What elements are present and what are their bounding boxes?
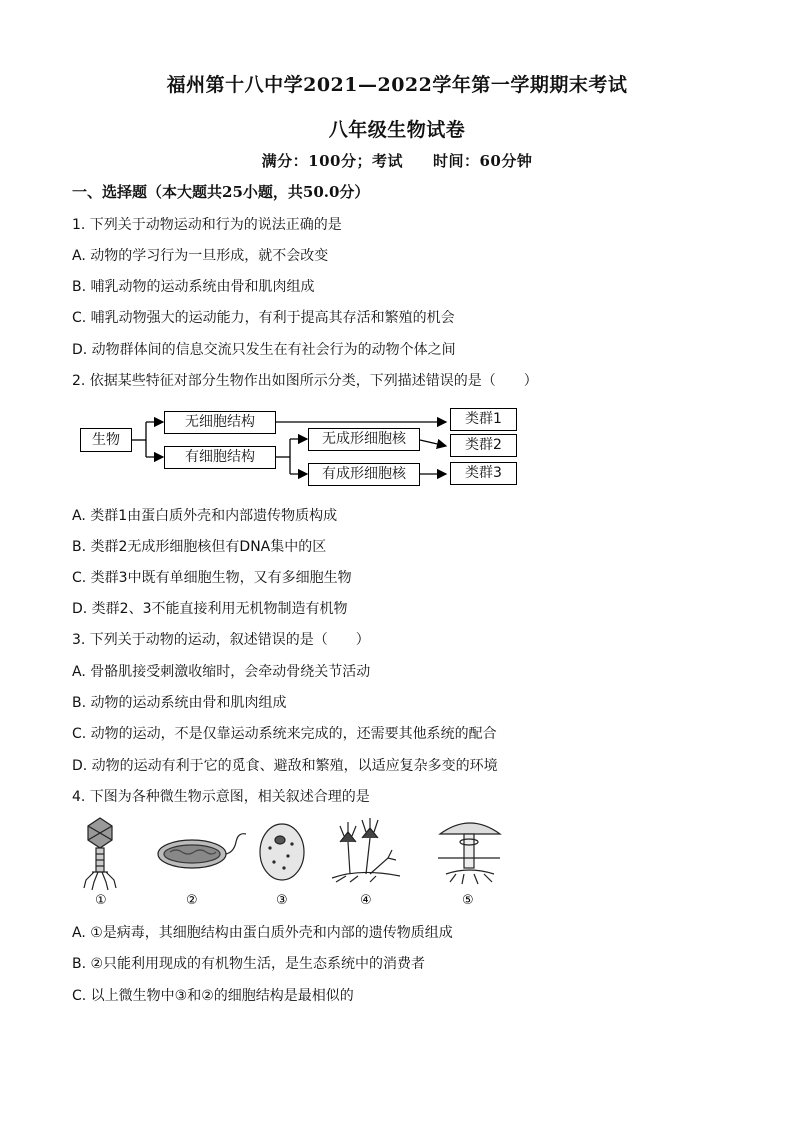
exam-subtitle: 八年级生物试卷 [328,119,466,141]
diagram-node-group2: 类群2 [450,434,517,457]
microbe-figure [70,812,510,912]
question-stem: 2. 依据某些特征对部分生物作出如图所示分类，下列描述错误的是（ ） [72,373,538,389]
option: D. 动物的运动有利于它的觅食、避敌和繁殖，以适应复杂多变的环境 [72,758,498,774]
diagram-node-no-nucleus: 无成形细胞核 [308,428,420,451]
section-heading: 一、选择题（本大题共25小题，共50.0分） [72,183,370,201]
option: C. 动物的运动，不是仅靠运动系统来完成的，还需要其他系统的配合 [72,726,497,742]
diagram-node-root: 生物 [80,428,132,452]
exam-title: 福州第十八中学2021—2022学年第一学期期末考试 [166,74,628,96]
option: D. 动物群体间的信息交流只发生在有社会行为的动物个体之间 [72,342,456,358]
microbe-label-5: ⑤ [462,893,474,908]
diagram-node-group1: 类群1 [450,408,517,431]
phage-illustration [84,818,116,890]
option: B. 类群2无成形细胞核但有DNA集中的区 [72,539,327,555]
mushroom-illustration [438,823,500,884]
option: B. 动物的运动系统由骨和肌肉组成 [72,695,287,711]
exam-time: 时间：60分钟 [432,152,533,170]
diagram-node-has-nucleus: 有成形细胞核 [308,463,420,486]
option: C. 类群3中既有单细胞生物，又有多细胞生物 [72,570,352,586]
question-stem: 3. 下列关于动物的运动，叙述错误的是（ ） [72,632,370,648]
option: C. 以上微生物中③和②的细胞结构是最相似的 [72,988,354,1004]
mold-illustration [332,818,400,882]
option: A. 骨骼肌接受刺激收缩时，会牵动骨绕关节活动 [72,664,371,680]
microbe-label-2: ② [186,893,198,908]
option: B. 哺乳动物的运动系统由骨和肌肉组成 [72,279,315,295]
diagram-node-no-cell: 无细胞结构 [164,411,276,434]
option: A. 动物的学习行为一旦形成，就不会改变 [72,248,329,264]
diagram-node-group3: 类群3 [450,462,517,485]
microbe-label-1: ① [95,893,107,908]
option: B. ②只能利用现成的有机物生活，是生态系统中的消费者 [72,956,426,972]
option: D. 类群2、3不能直接利用无机物制造有机物 [72,601,348,617]
microbe-label-4: ④ [360,893,372,908]
microbe-label-3: ③ [276,893,288,908]
exam-score: 满分：100分；考试 [261,152,403,170]
bacterium-illustration [158,834,246,868]
yeast-illustration [260,824,304,880]
option: A. ①是病毒，其细胞结构由蛋白质外壳和内部的遗传物质组成 [72,925,453,941]
option: A. 类群1由蛋白质外壳和内部遗传物质构成 [72,508,338,524]
diagram-node-cell: 有细胞结构 [164,446,276,469]
question-stem: 1. 下列关于动物运动和行为的说法正确的是 [72,217,342,233]
option: C. 哺乳动物强大的运动能力，有利于提高其存活和繁殖的机会 [72,310,455,326]
question-stem: 4. 下图为各种微生物示意图，相关叙述合理的是 [72,789,370,805]
